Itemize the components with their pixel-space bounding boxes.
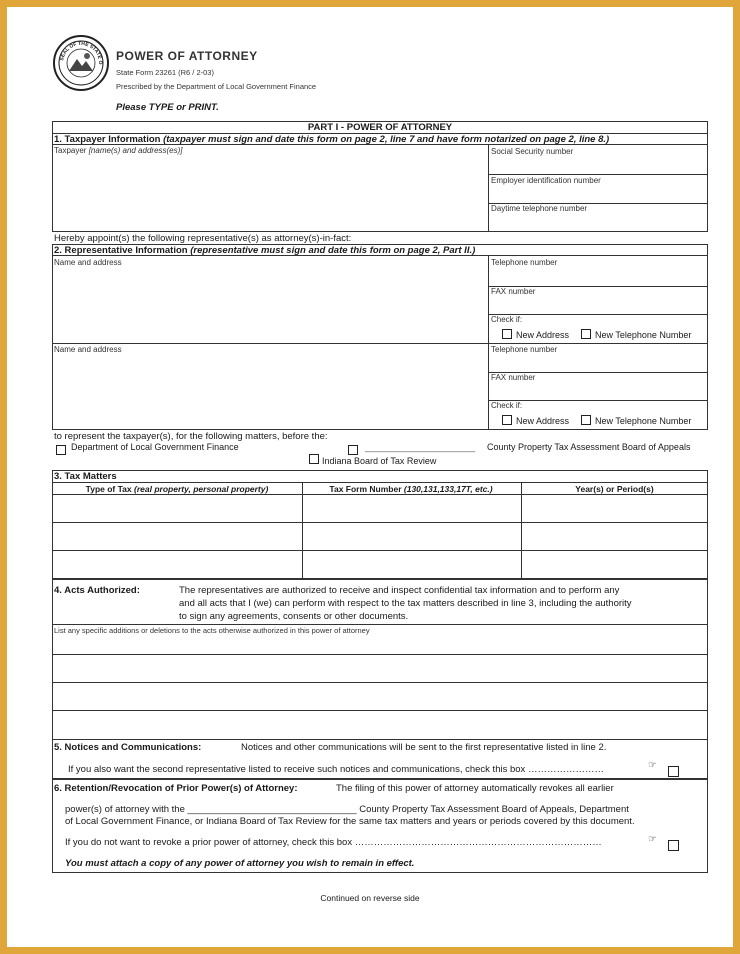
dlgf-label: Department of Local Government Finance bbox=[71, 442, 239, 452]
county-board-checkbox[interactable] bbox=[348, 445, 358, 455]
col-years: Year(s) or Period(s) bbox=[575, 484, 654, 494]
daytime-phone-label: Daytime telephone number bbox=[491, 204, 588, 213]
col-tax-form-label: Tax Form Number bbox=[329, 484, 402, 494]
revocation-line2: power(s) of attorney with the ________________________________ County Property Tax Assessment Board of Appeals, Department bbox=[65, 804, 629, 815]
rep2-phone-input[interactable] bbox=[489, 354, 707, 372]
daytime-phone-input[interactable] bbox=[489, 212, 707, 231]
rep2-fax-input[interactable] bbox=[489, 382, 707, 400]
acts-line2: and all acts that I (we) can perform with respect to the tax matters described in line 3, including the authority bbox=[179, 598, 632, 609]
acts-line-input-3[interactable] bbox=[53, 683, 707, 710]
col-type-of-tax-note: (real property, personal property) bbox=[134, 484, 269, 494]
rep2-new-address-checkbox[interactable] bbox=[502, 415, 512, 425]
revocation-text: The filing of this power of attorney automatically revokes all earlier bbox=[336, 783, 614, 794]
appoint-text: Hereby appoint(s) the following representative(s) as attorney(s)-in-fact: bbox=[54, 233, 352, 244]
rep1-phone-label: Telephone number bbox=[491, 258, 558, 267]
section2-note: (representative must sign and date this form on page 2, Part II.) bbox=[190, 245, 476, 256]
ssn-label: Social Security number bbox=[491, 147, 574, 156]
type-or-print: Please TYPE or PRINT. bbox=[116, 102, 219, 113]
seal-text: SEAL OF THE STATE O bbox=[59, 40, 104, 65]
form-page bbox=[7, 7, 733, 947]
attach-notice: You must attach a copy of any power of attorney you wish to remain in effect. bbox=[65, 858, 415, 869]
tax-row3-years[interactable] bbox=[522, 551, 707, 578]
rep1-new-address-label: New Address bbox=[516, 330, 570, 340]
ibtr-label: Indiana Board of Tax Review bbox=[322, 456, 437, 466]
tax-row1-form[interactable] bbox=[303, 495, 521, 522]
rep2-fax-label: FAX number bbox=[491, 373, 536, 382]
revoke-check-text: If you do not want to revoke a prior power of attorney, check this box …………………………………………………………………… bbox=[65, 837, 602, 848]
rep1-check-label: Check if: bbox=[491, 315, 523, 324]
part1-title: PART I - POWER OF ATTORNEY bbox=[307, 122, 453, 133]
rep1-fax-label: FAX number bbox=[491, 287, 536, 296]
rep1-new-phone-label: New Telephone Number bbox=[595, 330, 692, 340]
ein-label: Employer identification number bbox=[491, 176, 601, 185]
tax-row2-years[interactable] bbox=[522, 523, 707, 550]
acts-line-input-1[interactable] bbox=[53, 635, 707, 653]
rep1-new-phone-checkbox[interactable] bbox=[581, 329, 591, 339]
rep1-fax-input[interactable] bbox=[489, 296, 707, 314]
col-tax-form-number bbox=[302, 484, 520, 494]
rep1-phone-input[interactable] bbox=[489, 267, 707, 285]
pointing-hand-icon: ☞ bbox=[648, 834, 657, 845]
prior-county-input[interactable] bbox=[202, 803, 377, 815]
tax-row2-form[interactable] bbox=[303, 523, 521, 550]
section4-heading: 4. Acts Authorized: bbox=[54, 585, 140, 596]
rep2-new-phone-checkbox[interactable] bbox=[581, 415, 591, 425]
tax-row3-type[interactable] bbox=[53, 551, 302, 578]
section5-heading: 5. Notices and Communications: bbox=[54, 742, 202, 753]
rep2-new-phone-label: New Telephone Number bbox=[595, 416, 692, 426]
section6-heading: 6. Retention/Revocation of Prior Power(s) of Attorney: bbox=[54, 783, 298, 794]
acts-line-input-4[interactable] bbox=[53, 711, 707, 739]
rep2-check-label: Check if: bbox=[491, 401, 523, 410]
ssn-input[interactable] bbox=[489, 155, 707, 174]
rep1-name-label: Name and address bbox=[54, 258, 122, 267]
prescribed-by: Prescribed by the Department of Local Government Finance bbox=[116, 82, 317, 91]
tax-row1-years[interactable] bbox=[522, 495, 707, 522]
represent-text: to represent the taxpayer(s), for the following matters, before the: bbox=[54, 431, 328, 442]
rep1-new-address-checkbox[interactable] bbox=[502, 329, 512, 339]
section1-title: 1. Taxpayer Information bbox=[54, 134, 161, 145]
taxpayer-label: Taxpayer bbox=[54, 146, 87, 155]
section2-title: 2. Representative Information bbox=[54, 245, 188, 256]
rep2-name-label: Name and address bbox=[54, 345, 122, 354]
col-type-of-tax bbox=[52, 484, 302, 494]
form-number: State Form 23261 (R6 / 2-03) bbox=[116, 68, 214, 77]
col-type-of-tax-label: Type of Tax bbox=[85, 484, 132, 494]
tax-row1-type[interactable] bbox=[53, 495, 302, 522]
taxpayer-note: [name(s) and address(es)] bbox=[88, 146, 183, 155]
form-title: POWER OF ATTORNEY bbox=[116, 49, 258, 63]
acts-line-input-2[interactable] bbox=[53, 655, 707, 682]
taxpayer-label-group bbox=[54, 146, 183, 155]
col-tax-form-note: (130,131,133,17T, etc.) bbox=[403, 484, 493, 494]
rep2-name-input[interactable] bbox=[53, 354, 488, 429]
dlgf-checkbox[interactable] bbox=[56, 445, 66, 455]
county-board-label: County Property Tax Assessment Board of Appeals bbox=[487, 442, 691, 452]
revocation-line3: of Local Government Finance, or Indiana Board of Tax Review for the same tax matters and years or periods covered by this document. bbox=[65, 816, 635, 827]
ein-input[interactable] bbox=[489, 184, 707, 203]
notices-check-text: If you also want the second representative listed to receive such notices and communications, check this box …………………… bbox=[68, 764, 604, 775]
revoke-checkbox[interactable] bbox=[668, 840, 679, 851]
acts-list-label: List any specific additions or deletions to the acts otherwise authorized in this power of attorney bbox=[54, 626, 370, 635]
acts-line3: to sign any agreements, consents or other documents. bbox=[179, 611, 409, 622]
notices-checkbox[interactable] bbox=[668, 766, 679, 777]
pointing-hand-icon: ☞ bbox=[648, 760, 657, 771]
section3-heading: 3. Tax Matters bbox=[54, 471, 117, 482]
taxpayer-input[interactable] bbox=[53, 155, 488, 231]
tax-row2-type[interactable] bbox=[53, 523, 302, 550]
county-name-blank[interactable]: ______________________ bbox=[365, 442, 476, 452]
state-seal-icon bbox=[53, 35, 109, 91]
continued-footer: Continued on reverse side bbox=[320, 893, 420, 903]
acts-line1: The representatives are authorized to receive and inspect confidential tax information and to perform any bbox=[179, 585, 620, 596]
rep2-new-address-label: New Address bbox=[516, 416, 570, 426]
section1-note: (taxpayer must sign and date this form on page 2, line 7 and have form notarized on page 2, line 8.) bbox=[163, 134, 610, 145]
rep1-name-input[interactable] bbox=[53, 267, 488, 342]
ibtr-checkbox[interactable] bbox=[309, 454, 319, 464]
tax-row3-form[interactable] bbox=[303, 551, 521, 578]
notices-text: Notices and other communications will be sent to the first representative listed in line 2. bbox=[241, 742, 607, 753]
rep2-phone-label: Telephone number bbox=[491, 345, 558, 354]
